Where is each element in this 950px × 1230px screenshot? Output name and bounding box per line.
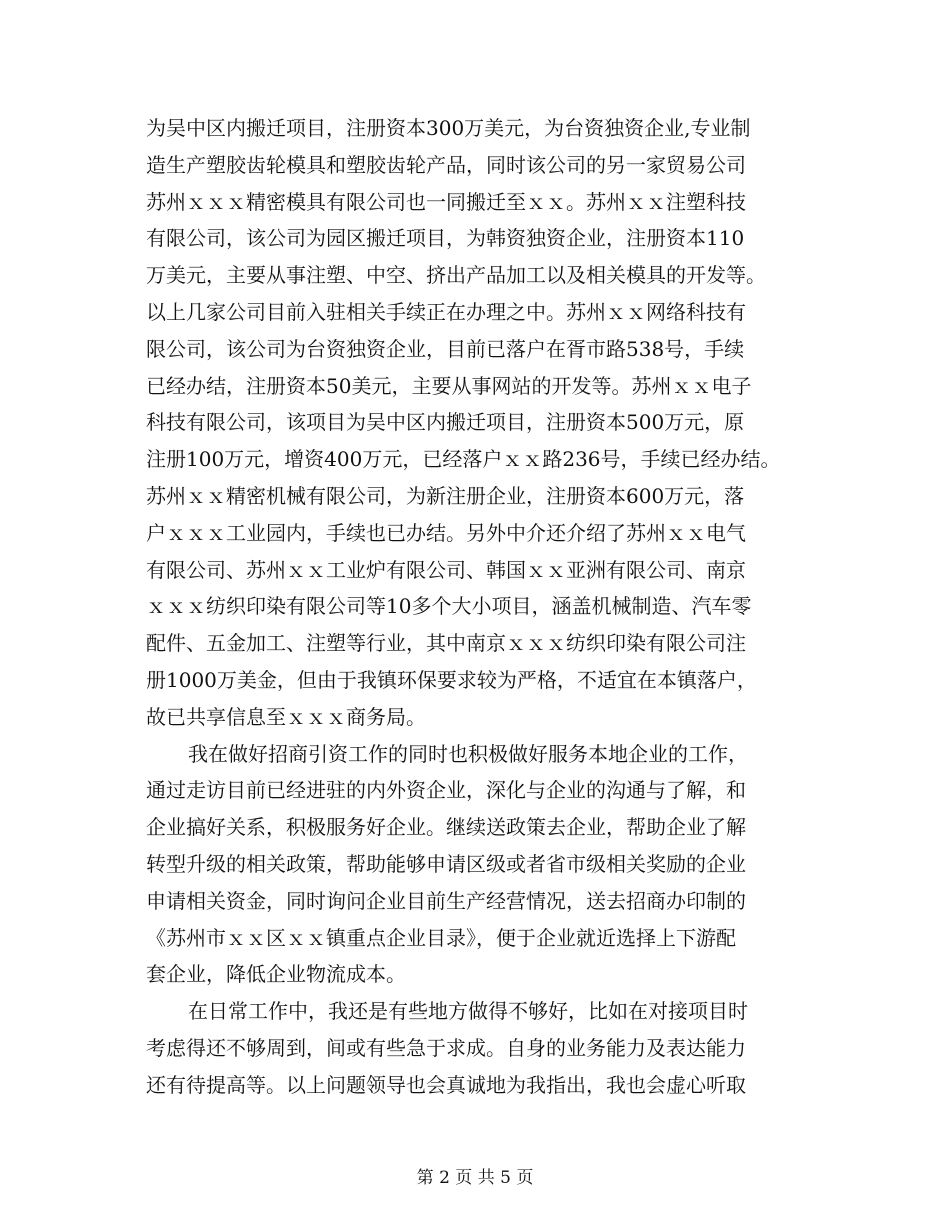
text-line: 故已共享信息至ｘｘｘ商务局。 xyxy=(146,704,426,729)
page-number-footer: 第 2 页 共 5 页 xyxy=(416,1168,534,1188)
text-line: 已经办结，注册资本50美元，主要从事网站的开发等。苏州ｘｘ电子 xyxy=(146,373,752,398)
paragraph-first-line: 在日常工作中，我还是有些地方做得不够好，比如在对接项目时 xyxy=(188,999,748,1024)
text-line: 户ｘｘｘ工业园内，手续也已办结。另外中介还介绍了苏州ｘｘ电气 xyxy=(146,520,746,545)
text-line: 册1000万美金，但由于我镇环保要求较为严格，不适宜在本镇落户， xyxy=(146,667,757,692)
text-line: 套企业，降低企业物流成本。 xyxy=(146,962,406,987)
text-line: 科技有限公司，该项目为吴中区内搬迁项目，注册资本500万元，原 xyxy=(146,410,745,435)
text-line: 苏州ｘｘｘ精密模具有限公司也一同搬迁至ｘｘ。苏州ｘｘ注塑科技 xyxy=(146,189,746,214)
text-line: 苏州ｘｘ精密机械有限公司，为新注册企业，注册资本600万元，落 xyxy=(146,483,745,508)
text-line: 限公司，该公司为台资独资企业，目前已落户在胥市路538号，手续 xyxy=(146,336,745,361)
text-line: 造生产塑胶齿轮模具和塑胶齿轮产品，同时该公司的另一家贸易公司 xyxy=(146,152,746,177)
text-line: 申请相关资金，同时询问企业目前生产经营情况，送去招商办印制的 xyxy=(146,888,746,913)
text-line: 有限公司、苏州ｘｘ工业炉有限公司、韩国ｘｘ亚洲有限公司、南京 xyxy=(146,557,746,582)
text-line: 考虑得还不够周到，间或有些急于求成。自身的业务能力及表达能力 xyxy=(146,1035,746,1060)
text-line: 通过走访目前已经进驻的内外资企业，深化与企业的沟通与了解，和 xyxy=(146,778,746,803)
text-line: 以上几家公司目前入驻相关手续正在办理之中。苏州ｘｘ网络科技有 xyxy=(146,299,746,324)
text-line: 万美元，主要从事注塑、中空、挤出产品加工以及相关模具的开发等。 xyxy=(146,263,766,288)
text-line: ｘｘｘ纺织印染有限公司等10多个大小项目，涵盖机械制造、汽车零 xyxy=(146,594,752,619)
text-line: 企业搞好关系，积极服务好企业。继续送政策去企业，帮助企业了解 xyxy=(146,815,746,840)
text-line: 还有待提高等。以上问题领导也会真诚地为我指出，我也会虚心听取 xyxy=(146,1072,746,1097)
paragraph-first-line: 我在做好招商引资工作的同时也积极做好服务本地企业的工作， xyxy=(188,741,748,766)
text-line: 有限公司，该公司为园区搬迁项目，为韩资独资企业，注册资本110 xyxy=(146,226,745,251)
text-line: 为吴中区内搬迁项目，注册资本300万美元，为台资独资企业,专业制 xyxy=(146,116,751,140)
text-line: 注册100万元，增资400万元，已经落户ｘｘ路236号，手续已经办结。 xyxy=(146,447,781,472)
body-text xyxy=(146,110,826,1104)
text-line: 配件、五金加工、注塑等行业，其中南京ｘｘｘ纺织印染有限公司注 xyxy=(146,631,746,656)
text-line: 转型升级的相关政策，帮助能够申请区级或者省市级相关奖励的企业 xyxy=(146,851,746,876)
text-line: 《苏州市ｘｘ区ｘｘ镇重点企业目录》，便于企业就近选择上下游配 xyxy=(146,925,736,950)
